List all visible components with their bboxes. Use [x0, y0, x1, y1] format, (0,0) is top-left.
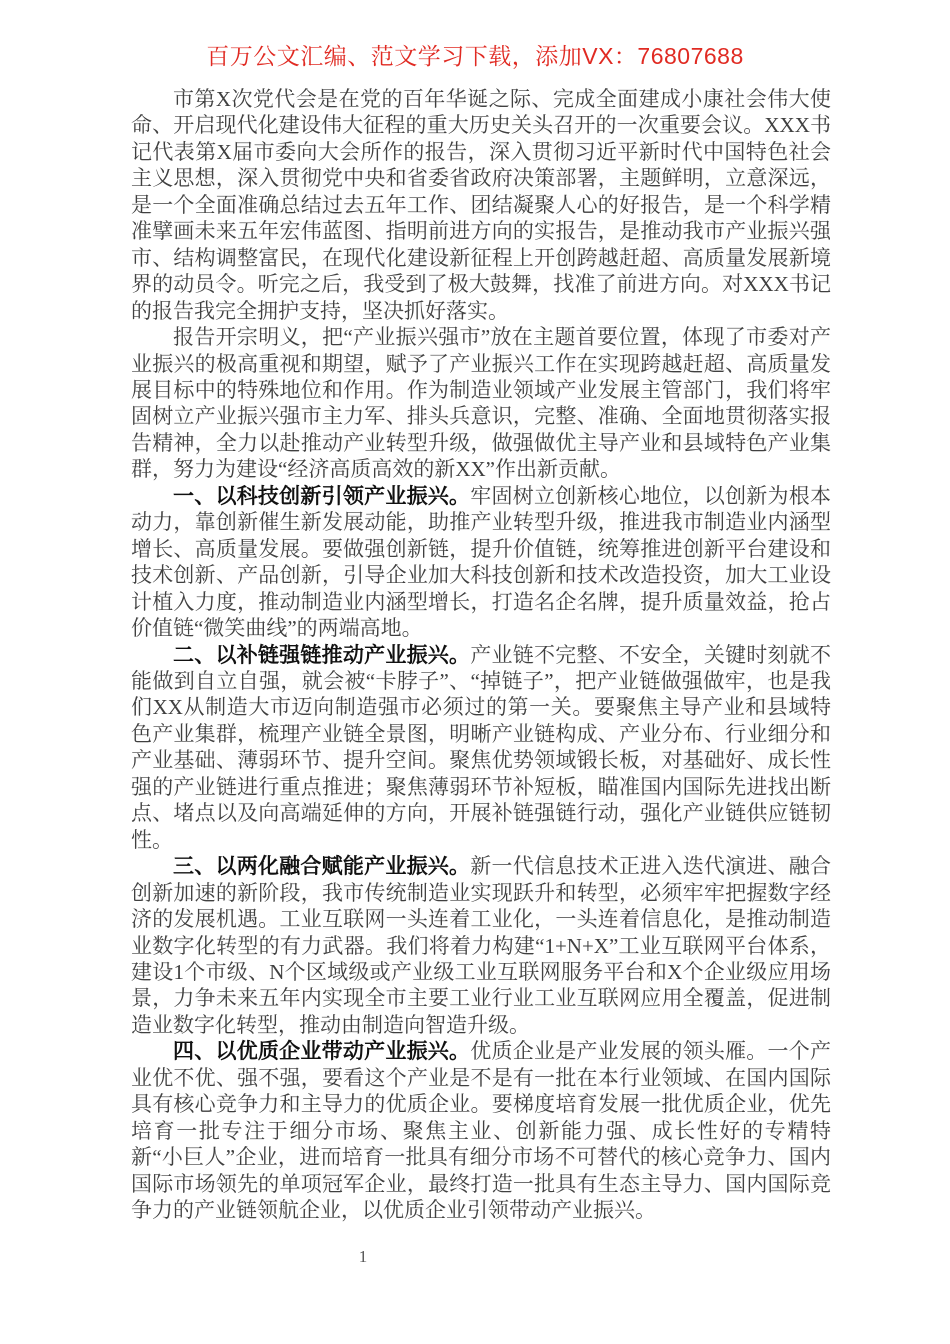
section-heading-1: 一、以科技创新引领产业振兴。	[173, 483, 471, 508]
paragraph-text: 优质企业是产业发展的领头雁。一个产业优不优、强不强，要看这个产业是不是有一批在本行业领域、在国内国际具有核心竞争力和主导力的优质企业。要梯度培育发展一批优质企业，优先培育一批专注于细分市场、聚焦主业、创新能力强、成长性好的专精特新“小巨人”企业，进而培育一批具有细分市场不可替代的核心竞争力、国内国际市场领先的单项冠军企业，最终打造一批具有生态主导力、国内国际竞争力的产业链领航企业，以优质企业引领带动产业振兴。	[131, 1039, 831, 1223]
section-heading-4: 四、以优质企业带动产业振兴。	[173, 1039, 471, 1064]
paragraph-text: 市第X次党代会是在党的百年华诞之际、完成全面建成小康社会伟大使命、开启现代化建设伟大征程的重大历史关头召开的一次重要会议。XXX书记代表第X届市委向大会所作的报告，深入贯彻习近平新时代中国特色社会主义思想，深入贯彻党中央和省委省政府决策部署，主题鲜明，立意深远，是一个全面准确总结过去五年工作、团结凝聚人心的好报告，是一个科学精准擘画未来五年宏伟蓝图、指明前进方向的实报告，是推动我市产业振兴强市、结构调整富民，在现代化建设新征程上开创跨越赶超、高质量发展新境界的动员令。听完之后，我受到了极大鼓舞，找准了前进方向。对XXX书记的报告我完全拥护支持，坚决抓好落实。	[131, 87, 831, 323]
section-heading-2: 二、以补链强链推动产业振兴。	[173, 642, 471, 667]
paragraph-text: 报告开宗明义，把“产业振兴强市”放在主题首要位置，体现了市委对产业振兴的极高重视和期望，赋予了产业振兴工作在实现跨越赶超、高质量发展目标中的特殊地位和作用。作为制造业领域产业发展主管部门，我们将牢固树立产业振兴强市主力军、排头兵意识，完整、准确、全面地贯彻落实报告精神，全力以赴推动产业转型升级，做强做优主导产业和县域特色产业集群，努力为建设“经济高质高效的新XX”作出新贡献。	[131, 325, 831, 482]
header-promo-text: 百万公文汇编、范文学习下载，添加VX：76807688	[206, 43, 744, 69]
paragraph-intro	[131, 86, 831, 324]
paragraph-section-4	[131, 1038, 831, 1223]
paragraph-text: 产业链不完整、不安全，关键时刻就不能做到自立自强，就会被“卡脖子”、“掉链子”，把产业链做强做牢，也是我们XX从制造大市迈向制造强市必须过的第一关。要聚焦主导产业和县域特色产业集群，梳理产业链全景图，明晰产业链构成、产业分布、行业细分和产业基础、薄弱环节、提升空间。聚焦优势领域锻长板，对基础好、成长性强的产业链进行重点推进；聚焦薄弱环节补短板，瞄准国内国际先进找出断点、堵点以及向高端延伸的方向，开展补链强链行动，强化产业链供应链韧性。	[131, 642, 831, 852]
document-body	[131, 86, 831, 1223]
paragraph-section-2	[131, 642, 831, 854]
paragraph-overview	[131, 324, 831, 483]
paragraph-section-3	[131, 853, 831, 1038]
paragraph-text: 牢固树立创新核心地位，以创新为根本动力，靠创新催生新发展动能，助推产业转型升级，推进我市制造业内涵型增长、高质量发展。要做强创新链，提升价值链，统筹推进创新平台建设和技术创新、产品创新，引导企业加大科技创新和技术改造投资，加大工业设计植入力度，推动制造业内涵型增长，打造名企名牌，提升质量效益，抢占价值链“微笑曲线”的两端高地。	[131, 483, 831, 641]
paragraph-section-1	[131, 483, 831, 642]
paragraph-text: 新一代信息技术正进入迭代演进、融合创新加速的新阶段，我市传统制造业实现跃升和转型，必须牢牢把握数字经济的发展机遇。工业互联网一头连着工业化，一头连着信息化，是推动制造业数字化转型的有力武器。我们将着力构建“1+N+X”工业互联网平台体系，建设1个市级、N个区域级或产业级工业互联网服务平台和X个企业级应用场景，力争未来五年内实现全市主要工业行业工业互联网应用全覆盖，促进制造业数字化转型，推动由制造向智造升级。	[131, 854, 831, 1037]
section-heading-3: 三、以两化融合赋能产业振兴。	[173, 854, 471, 879]
page-number: 1	[358, 1247, 368, 1266]
